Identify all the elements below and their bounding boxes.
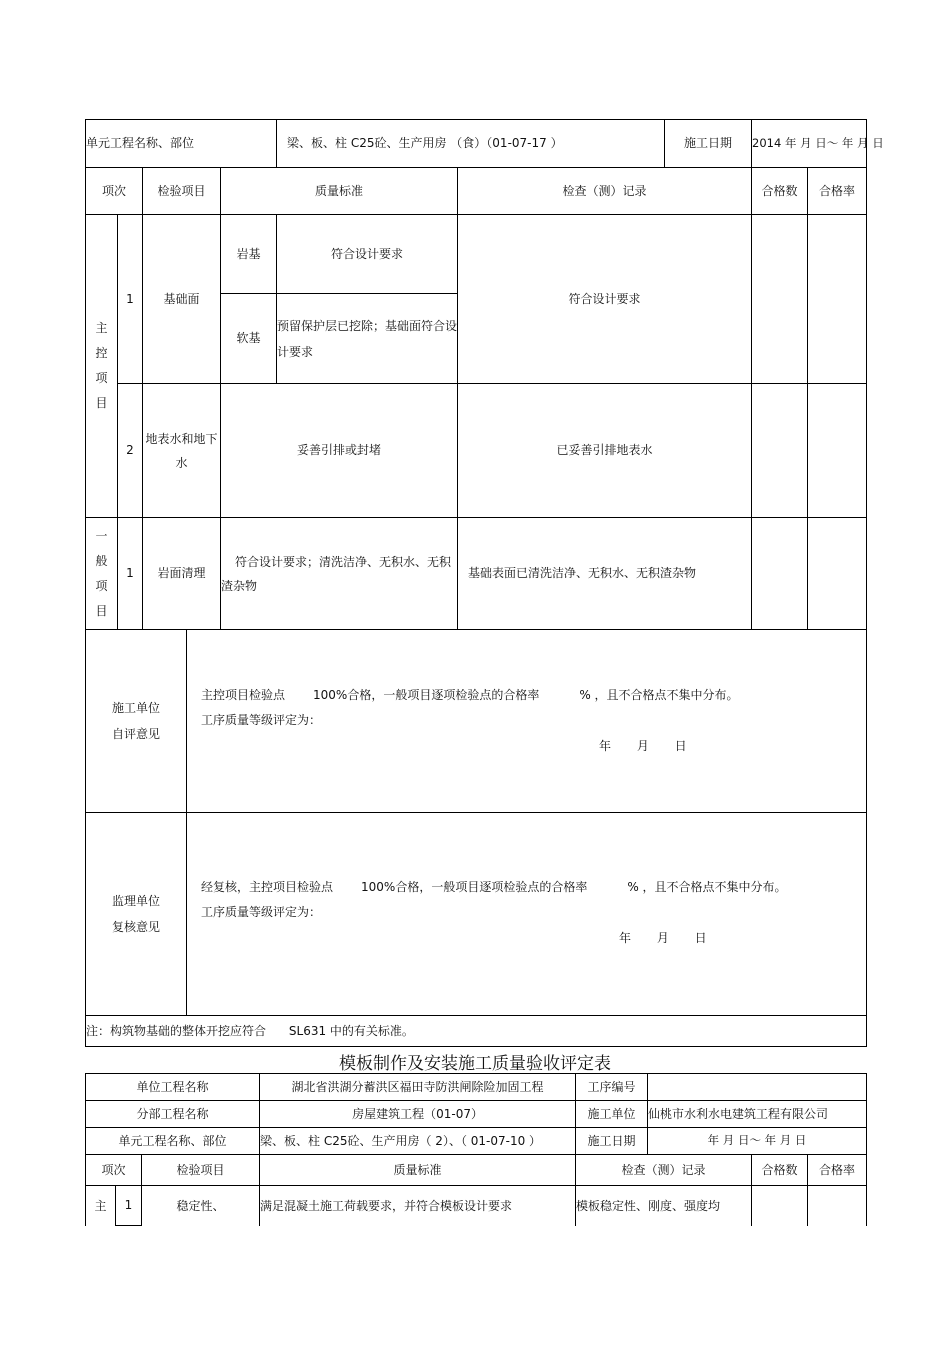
item-1-record: 符合设计要求 — [458, 215, 752, 384]
main-control-group: 主控项目 — [86, 215, 118, 518]
division-label: 分部工程名称 — [86, 1101, 260, 1128]
f2-item-1-record: 模板稳定性、刚度、强度均 — [576, 1186, 752, 1226]
date-value: 2014 年 月 日～ 年 月 日 — [752, 120, 867, 168]
item-1-pass-count — [752, 215, 808, 384]
f2-col-inspection-item: 检验项目 — [142, 1155, 260, 1186]
self-eval-label: 施工单位自评意见 — [86, 630, 187, 812]
supervisor-eval-line1-a: 经复核，主控项目检验点 — [201, 880, 334, 894]
self-eval-line1-a: 主控项目检验点 — [201, 688, 286, 702]
self-eval-date: 年 月 日 — [599, 739, 687, 753]
form2-title: 模板制作及安装施工质量验收评定表 — [339, 1054, 611, 1074]
process-no-value — [648, 1074, 867, 1101]
supervisor-eval-label: 监理单位复核意见 — [86, 813, 187, 1015]
item-1-sub-2-type: 软基 — [221, 294, 277, 384]
f2-col-quality-standard: 质量标准 — [260, 1155, 576, 1186]
item-1-sub-1-standard: 符合设计要求 — [277, 215, 458, 294]
supervisor-eval-line1-c: % ，且不合格点不集中分布。 — [627, 880, 787, 894]
f2-item-1-no: 1 — [116, 1186, 142, 1226]
self-eval-line2: 工序质量等级评定为： — [201, 713, 322, 727]
date-label-2: 施工日期 — [576, 1128, 648, 1155]
col-pass-rate: 合格率 — [808, 168, 867, 215]
date-value-2: 年 月 日～ 年 月 日 — [648, 1128, 867, 1155]
item-1-sub-1-type: 岩基 — [221, 215, 277, 294]
item-1-name: 基础面 — [143, 215, 221, 384]
footnote: 注：构筑物基础的整体开挖应符合 SL631 中的有关标准。 — [86, 1016, 867, 1047]
inspection-form-1 — [85, 119, 884, 1047]
general-item-1-pass-rate — [808, 518, 867, 630]
f2-item-1-standard: 满足混凝土施工荷载要求，并符合模板设计要求 — [260, 1186, 576, 1226]
general-item-1-record: 基础表面已清洗洁净、无积水、无积渣杂物 — [458, 518, 752, 630]
item-1-pass-rate — [808, 215, 867, 384]
division-value: 房屋建筑工程（01-07） — [260, 1101, 576, 1128]
supervisor-eval-content — [187, 813, 866, 1015]
date-label: 施工日期 — [664, 120, 751, 167]
f2-col-item-no: 项次 — [86, 1155, 142, 1186]
col-pass-count: 合格数 — [752, 168, 808, 215]
self-eval-line1-b: 100%合格，一般项目逐项检验点的合格率 — [313, 688, 540, 702]
general-group: 一般项目 — [86, 518, 118, 630]
item-2-name: 地表水和地下水 — [143, 384, 221, 518]
element-value: 梁、板、柱 C25砼、生产用房（ 2）、（ 01-07-10 ） — [260, 1128, 576, 1155]
col-check-record: 检查（测）记录 — [458, 168, 752, 215]
self-eval-line1-c: % ，且不合格点不集中分布。 — [579, 688, 739, 702]
unit-name-value: 梁、板、柱 C25砼、生产用房 （食）（01-07-17 ） — [287, 136, 563, 151]
general-item-1-standard: 符合设计要求；清洗洁净、无积水、无积渣杂物 — [221, 518, 458, 630]
col-quality-standard: 质量标准 — [221, 168, 458, 215]
general-item-1-name: 岩面清理 — [143, 518, 221, 630]
item-1-sub-2-standard: 预留保护层已挖除；基础面符合设计要求 — [277, 294, 458, 384]
f2-item-1-pass-rate — [808, 1186, 867, 1226]
general-item-1-pass-count — [752, 518, 808, 630]
item-1-no: 1 — [118, 215, 143, 384]
f2-item-1-pass-count — [752, 1186, 808, 1226]
process-no-label: 工序编号 — [576, 1074, 648, 1101]
f2-col-pass-count: 合格数 — [752, 1155, 808, 1186]
unit-project-label: 单位工程名称 — [86, 1074, 260, 1101]
element-label: 单元工程名称、部位 — [86, 1128, 260, 1155]
self-eval-content — [187, 630, 866, 812]
item-2-pass-rate — [808, 384, 867, 518]
f2-main-group: 主 — [86, 1186, 116, 1226]
general-item-1-no: 1 — [118, 518, 143, 630]
f2-col-pass-rate: 合格率 — [808, 1155, 867, 1186]
f2-col-check-record: 检查（测）记录 — [576, 1155, 752, 1186]
item-2-record: 已妥善引排地表水 — [458, 384, 752, 518]
unit-name-label: 单元工程名称、部位 — [86, 120, 277, 168]
inspection-form-2 — [85, 1073, 867, 1226]
unit-project-value: 湖北省洪湖分蓄洪区福田寺防洪闸除险加固工程 — [260, 1074, 576, 1101]
construction-unit-value: 仙桃市水利水电建筑工程有限公司 — [648, 1101, 867, 1128]
col-item-no: 项次 — [86, 168, 143, 215]
item-2-pass-count — [752, 384, 808, 518]
construction-unit-label: 施工单位 — [576, 1101, 648, 1128]
col-inspection-item: 检验项目 — [143, 168, 221, 215]
item-2-standard: 妥善引排或封堵 — [221, 384, 458, 518]
f2-item-1-name: 稳定性、 — [142, 1186, 260, 1226]
supervisor-eval-date: 年 月 日 — [619, 931, 707, 945]
supervisor-eval-line2: 工序质量等级评定为： — [201, 905, 322, 919]
item-2-no: 2 — [118, 384, 143, 518]
supervisor-eval-line1-b: 100%合格，一般项目逐项检验点的合格率 — [361, 880, 588, 894]
